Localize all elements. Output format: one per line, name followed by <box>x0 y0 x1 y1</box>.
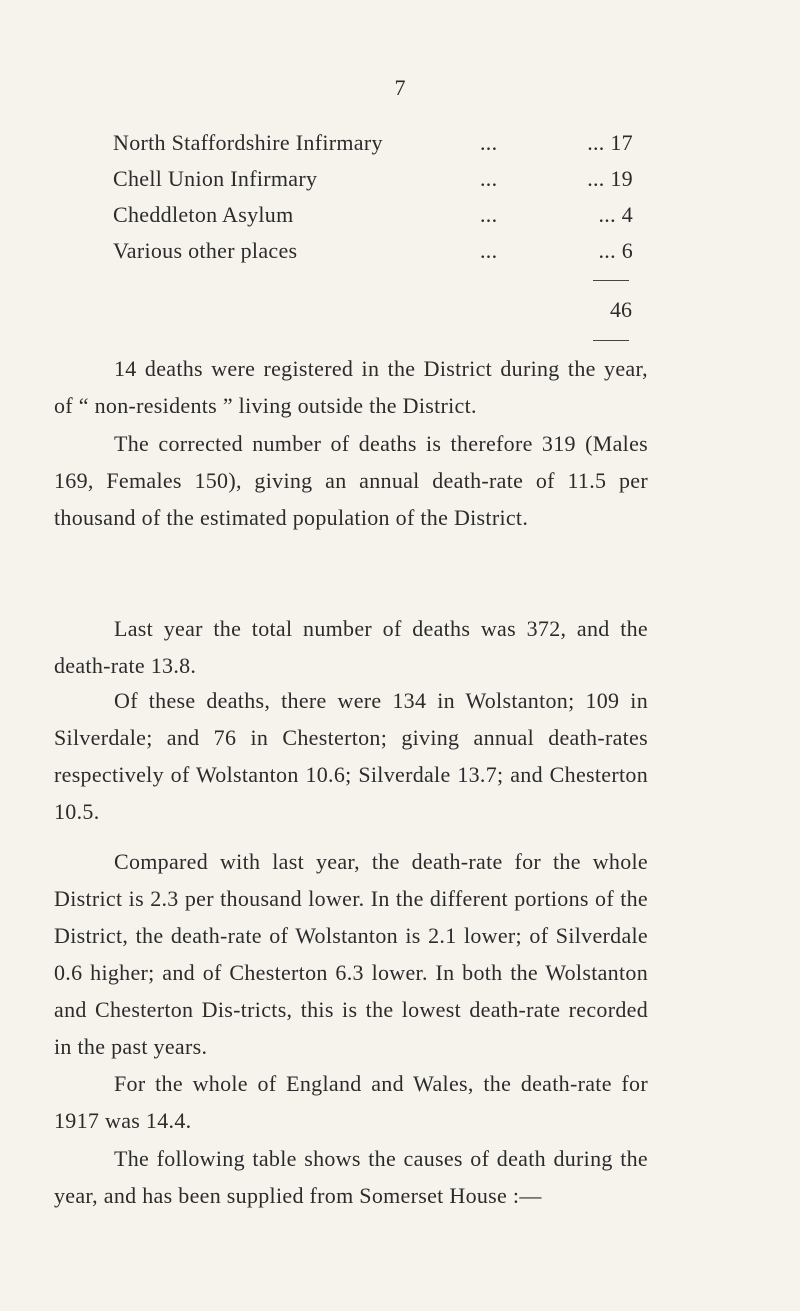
list-item <box>113 130 633 166</box>
place-count: ... 4 <box>598 202 633 227</box>
sum-rule-top <box>593 280 629 281</box>
place-count: ... 6 <box>598 238 633 263</box>
paragraph: The corrected number of deaths is therefore 319 (Males 169, Females 150), giving an annual death-rate of 11.5 per thousand of the estimated population of the District. <box>54 431 648 530</box>
leader-dots: ... <box>480 238 498 263</box>
sum-rule-bottom <box>593 340 629 341</box>
paragraph: The following table shows the causes of death during the year, and has been supplied from Somerset House :— <box>54 1146 648 1208</box>
leader-dots: ... <box>480 202 498 227</box>
page-number: 7 <box>394 75 406 100</box>
leader-dots: ... <box>480 130 498 155</box>
place-name: Various other places <box>113 238 298 263</box>
paragraph: Of these deaths, there were 134 in Wolstanton; 109 in Silverdale; and 76 in Chesterton; giving annual death-rates respectively of Wolstanton 10.6; Silverdale 13.7; and Chesterton 10.5. <box>54 688 648 824</box>
paragraph: Compared with last year, the death-rate for the whole District is 2.3 per thousand lower. In the different portions of the District, the death-rate of Wolstanton is 2.1 lower; of Silverdale 0.6 higher; and of Chesterton 6.3 lower. In both the Wolstanton and Chesterton Dis-tricts, this is the lowest death-rate recorded in the past years. <box>54 849 648 1059</box>
place-count: ... 19 <box>587 166 633 191</box>
paragraph: For the whole of England and Wales, the death-rate for 1917 was 14.4. <box>54 1071 648 1133</box>
list-item <box>113 202 633 238</box>
paragraph: 14 deaths were registered in the District during the year, of “ non-residents ” living outside the District. <box>54 356 648 418</box>
paragraph: Last year the total number of deaths was 372, and the death-rate 13.8. <box>54 616 648 678</box>
place-name: Chell Union Infirmary <box>113 166 318 191</box>
list-item <box>113 238 633 274</box>
leader-dots: ... <box>480 166 498 191</box>
list-item <box>113 166 633 202</box>
total-count: 46 <box>610 297 632 322</box>
place-of-death-list <box>113 130 633 274</box>
place-name: Cheddleton Asylum <box>113 202 294 227</box>
place-count: ... 17 <box>587 130 633 155</box>
place-name: North Staffordshire Infirmary <box>113 130 383 155</box>
